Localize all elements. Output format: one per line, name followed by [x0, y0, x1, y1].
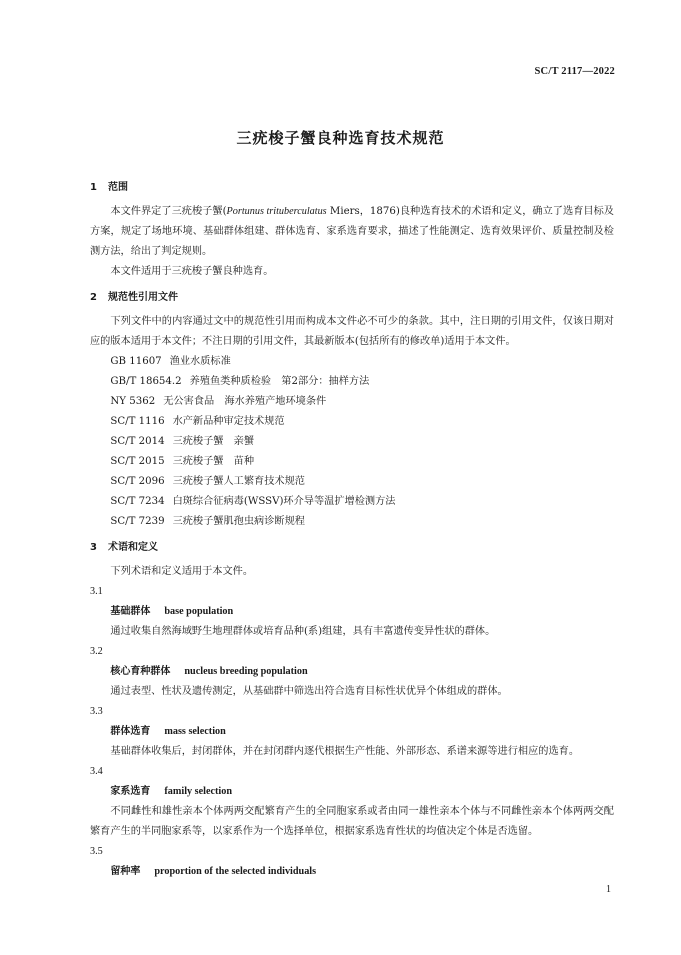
- reference-title: 三疣梭子蟹 亲蟹: [172, 436, 255, 447]
- term-english: mass selection: [164, 726, 226, 737]
- term-chinese: 家系选育: [110, 786, 151, 797]
- reference-item: [90, 412, 614, 432]
- reference-code: SC/T 2014: [110, 436, 165, 447]
- term-definition: 通过表型、性状及遗传测定，从基础群中筛选出符合选育目标性状优异个体组成的群体。: [110, 686, 508, 697]
- term-english: family selection: [164, 786, 233, 797]
- term-number: 3.1: [90, 586, 103, 597]
- reference-title: 白斑综合征病毒(WSSV)环介导等温扩增检测方法: [172, 496, 396, 507]
- reference-code: SC/T 1116: [110, 416, 165, 427]
- reference-code: GB/T 18654.2: [110, 376, 182, 387]
- term-number: 3.2: [90, 646, 103, 657]
- document-body: [90, 178, 614, 882]
- term-definition: 基础群体收集后，封闭群体，并在封闭群内逐代根据生产性能、外部形态、系谱来源等进行相应的选育。: [110, 746, 580, 757]
- reference-code: SC/T 7239: [110, 516, 165, 527]
- normative-intro: 下列文件中的内容通过文中的规范性引用而构成本文件必不可少的条款。其中，注日期的引用文件，仅该日期对应的版本适用于本文件；不注日期的引用文件，其最新版本(包括所有的修改单)适用于本文件。: [90, 316, 614, 347]
- section-heading-terms: [90, 538, 614, 558]
- page-number: 1: [606, 884, 611, 895]
- section-title: 范围: [108, 182, 128, 193]
- reference-title: 三疣梭子蟹人工繁育技术规范: [172, 476, 305, 487]
- reference-title: 三疣梭子蟹肌孢虫病诊断规程: [172, 516, 305, 527]
- section-number: 1: [90, 182, 97, 193]
- scope-applicability: 本文件适用于三疣梭子蟹良种选育。: [110, 266, 274, 277]
- section-title: 规范性引用文件: [108, 292, 178, 303]
- reference-code: GB 11607: [110, 356, 162, 367]
- reference-list: [90, 352, 614, 532]
- section-title: 术语和定义: [108, 542, 158, 553]
- reference-item: [90, 352, 614, 372]
- section-number: 2: [90, 292, 97, 303]
- term-english: proportion of the selected individuals: [154, 866, 317, 877]
- reference-code: NY 5362: [110, 396, 156, 407]
- reference-title: 养殖鱼类种质检验 第2部分：抽样方法: [189, 376, 370, 387]
- section-number: 3: [90, 542, 97, 553]
- reference-item: [90, 452, 614, 472]
- section-heading-scope: [90, 178, 614, 198]
- reference-title: 水产新品种审定技术规范: [172, 416, 285, 427]
- term-entry: [90, 862, 614, 882]
- term-entry: [90, 722, 614, 742]
- term-chinese: 基础群体: [110, 606, 151, 617]
- term-number: 3.4: [90, 766, 103, 777]
- term-chinese: 核心育种群体: [110, 666, 171, 677]
- term-english: base population: [164, 606, 234, 617]
- term-chinese: 群体选育: [110, 726, 151, 737]
- term-definition: 通过收集自然海域野生地理群体或培育品种(系)组建，具有丰富遗传变异性状的群体。: [110, 626, 496, 637]
- term-entry: [90, 662, 614, 682]
- term-entry: [90, 782, 614, 802]
- latin-name: Portunus trituberculatus: [226, 206, 327, 217]
- reference-item: [90, 512, 614, 532]
- reference-code: SC/T 2015: [110, 456, 165, 467]
- standard-code: SC/T 2117—2022: [534, 66, 615, 77]
- terms-intro: 下列术语和定义适用于本文件。: [110, 566, 254, 577]
- term-definition: 不同雌性和雄性亲本个体两两交配繁育产生的全同胞家系或者由同一雄性亲本个体与不同雌性亲本个体两两交配繁育产生的半同胞家系等，以家系作为一个选择单位，根据家系选育性状的均值决定个体是否选留。: [90, 806, 614, 837]
- reference-code: SC/T 2096: [110, 476, 165, 487]
- reference-title: 三疣梭子蟹 苗种: [172, 456, 255, 467]
- term-english: nucleus breeding population: [184, 666, 308, 677]
- reference-item: [90, 472, 614, 492]
- reference-item: [90, 432, 614, 452]
- reference-item: [90, 392, 614, 412]
- term-chinese: 留种率: [110, 866, 141, 877]
- scope-paragraph: 本文件界定了三疣梭子蟹(Portunus trituberculatus Miers，1876)良种选育技术的术语和定义，确立了选育目标及方案，规定了场地环境、基础群体组建、群体选育、家系选育要求，描述了性能测定、选育效果评价、质量控制及检测方法，给出了判定规则。: [90, 206, 614, 257]
- reference-title: 无公害食品 海水养殖产地环境条件: [163, 396, 327, 407]
- term-number: 3.5: [90, 846, 103, 857]
- reference-item: [90, 492, 614, 512]
- reference-item: [90, 372, 614, 392]
- term-entry: [90, 602, 614, 622]
- reference-code: SC/T 7234: [110, 496, 165, 507]
- document-title: 三疣梭子蟹良种选育技术规范: [236, 129, 445, 147]
- term-list: [90, 582, 614, 882]
- term-number: 3.3: [90, 706, 103, 717]
- reference-title: 渔业水质标准: [169, 356, 231, 367]
- section-heading-normative: [90, 288, 614, 308]
